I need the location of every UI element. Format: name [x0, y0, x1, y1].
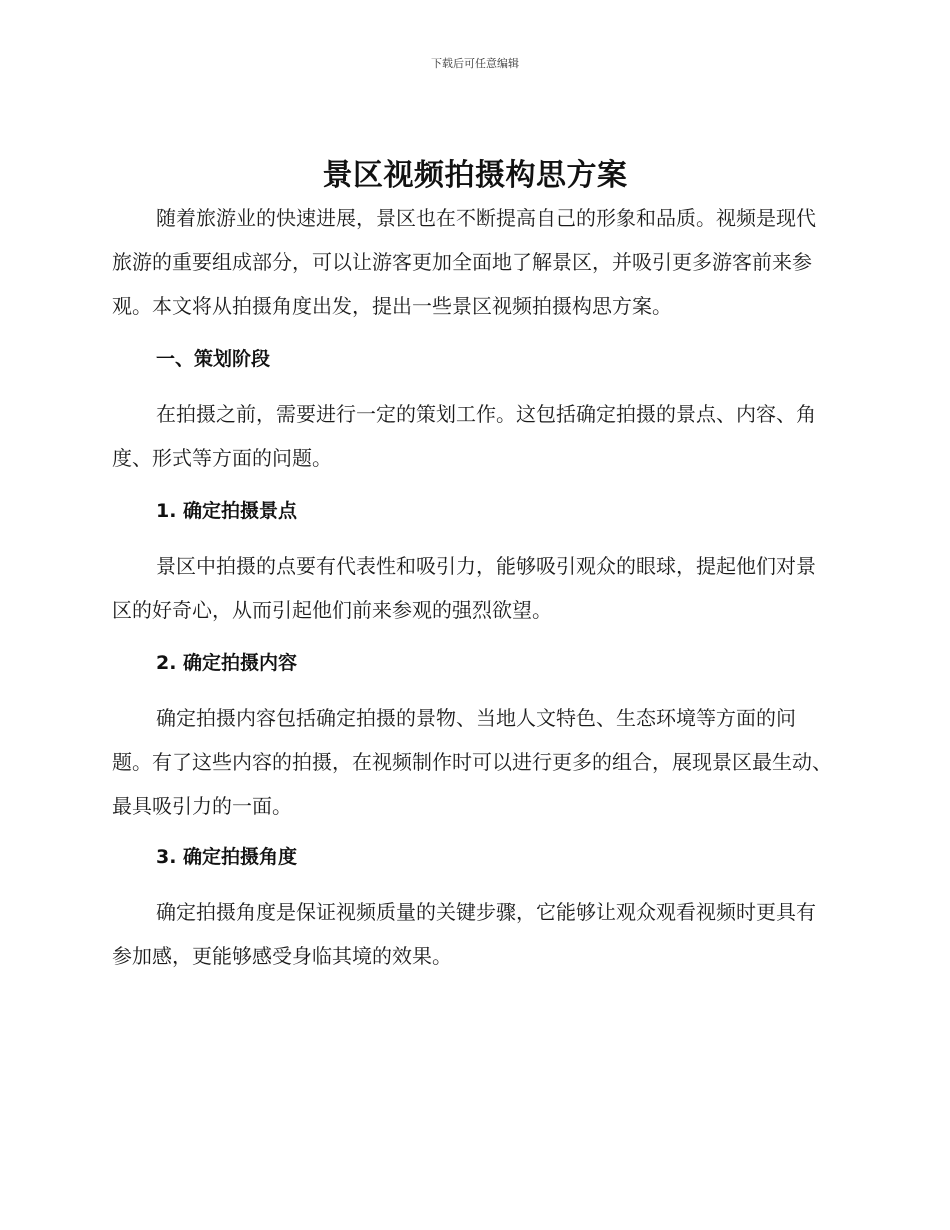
content-paragraph: 确定拍摄内容包括确定拍摄的景物、当地人文特色、生态环境等方面的问题。有了这些内容的拍摄，在视频制作时可以进行更多的组合，展现景区最生动、最具吸引力的一面。 — [112, 706, 832, 818]
scenic-spots-paragraph: 景区中拍摄的点要有代表性和吸引力，能够吸引观众的眼球，提起他们对景区的好奇心，从而引起他们前来参观的强烈欲望。 — [112, 554, 816, 622]
angle-paragraph: 确定拍摄角度是保证视频质量的关键步骤，它能够让观众观看视频时更具有参加感，更能够感受身临其境的效果。 — [112, 900, 816, 968]
subheading-angle: 3. 确定拍摄角度 — [156, 846, 298, 868]
document-title: 景区视频拍摄构思方案 — [322, 158, 628, 193]
subheading-content: 2. 确定拍摄内容 — [156, 652, 298, 674]
planning-paragraph: 在拍摄之前，需要进行一定的策划工作。这包括确定拍摄的景点、内容、角度、形式等方面的问题。 — [112, 402, 816, 470]
header-note: 下载后可任意编辑 — [431, 57, 519, 70]
section-heading-planning: 一、策划阶段 — [156, 348, 271, 370]
subheading-scenic-spots: 1. 确定拍摄景点 — [156, 500, 298, 522]
intro-paragraph: 随着旅游业的快速进展，景区也在不断提高自己的形象和品质。视频是现代旅游的重要组成部分，可以让游客更加全面地了解景区，并吸引更多游客前来参观。本文将从拍摄角度出发，提出一些景区视频拍摄构思方案。 — [112, 206, 816, 318]
